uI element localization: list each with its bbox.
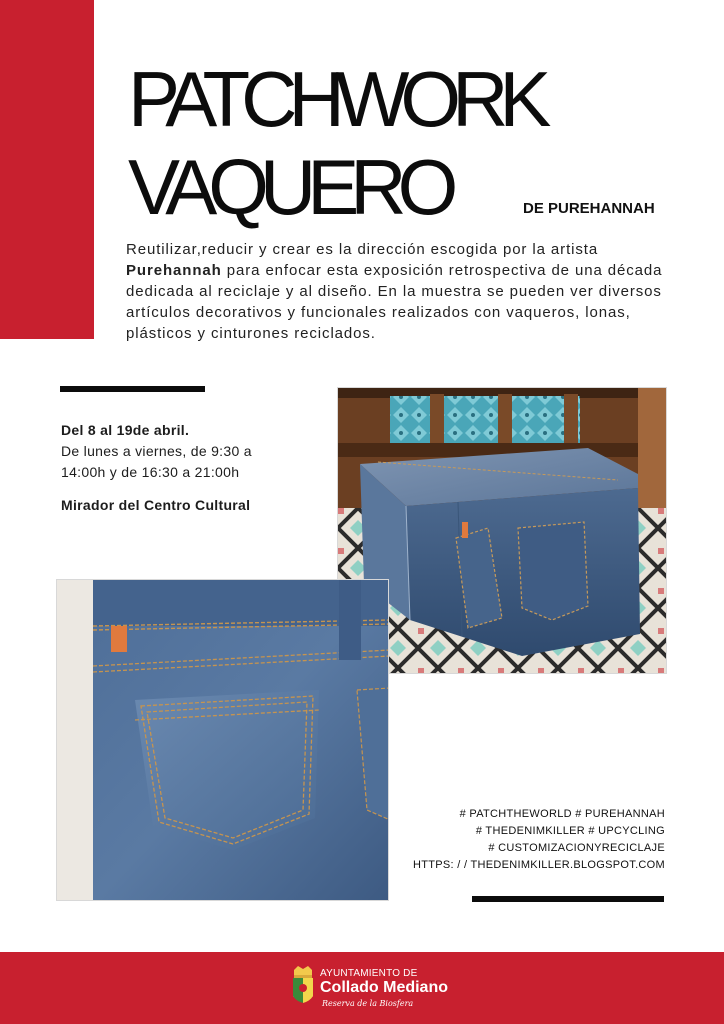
event-dates: Del 8 al 19de abril. xyxy=(61,422,190,438)
byline: DE PUREHANNAH xyxy=(523,200,655,217)
hashtags-block xyxy=(380,806,665,874)
title-line-2: VAQUERO xyxy=(128,143,450,231)
event-info xyxy=(61,420,311,516)
event-hours-1: De lunes a viernes, de 9:30 a xyxy=(61,443,252,459)
divider-rule-left xyxy=(60,386,205,392)
hashtag-line-3: # CUSTOMIZACIONYRECICLAJE xyxy=(488,842,665,854)
intro-paragraph xyxy=(126,239,686,344)
event-hours-2: 14:00h y de 16:30 a 21:00h xyxy=(61,464,240,480)
hashtag-line-2: # THEDENIMKILLER # UPCYCLING xyxy=(475,825,665,837)
logo-line-2: Collado Mediano xyxy=(320,979,448,996)
blog-url[interactable]: HTTPS: / / THEDENIMKILLER.BLOGSPOT.COM xyxy=(412,859,665,871)
top-red-bar xyxy=(0,0,94,339)
artist-name: Purehannah xyxy=(126,262,222,279)
hashtag-line-1: # PATCHTHEWORLD # PUREHANNAH xyxy=(459,808,665,820)
intro-text-2: para enfocar esta exposición retrospectiva de una década dedicada al reciclaje y al diseño. En la muestra se pueden ver diversos artículos decorativos y funcionales realizados con vaqueros, lonas, plásticos y cinturones reciclados. xyxy=(126,262,663,342)
municipal-logo xyxy=(290,966,450,1016)
logo-line-3: Reserva de la Biosfera xyxy=(322,999,414,1008)
municipal-crest-icon xyxy=(290,966,316,1010)
intro-text-1: Reutilizar,reducir y crear es la dirección escogida por la artista xyxy=(126,241,599,258)
title-line-1: PATCHWORK xyxy=(128,55,543,143)
denim-back-pocket-photo xyxy=(56,579,389,901)
logo-line-1: AYUNTAMIENTO DE xyxy=(320,968,418,979)
event-place: Mirador del Centro Cultural xyxy=(61,497,251,513)
divider-rule-right xyxy=(472,896,664,902)
pocket-illustration xyxy=(57,580,389,901)
